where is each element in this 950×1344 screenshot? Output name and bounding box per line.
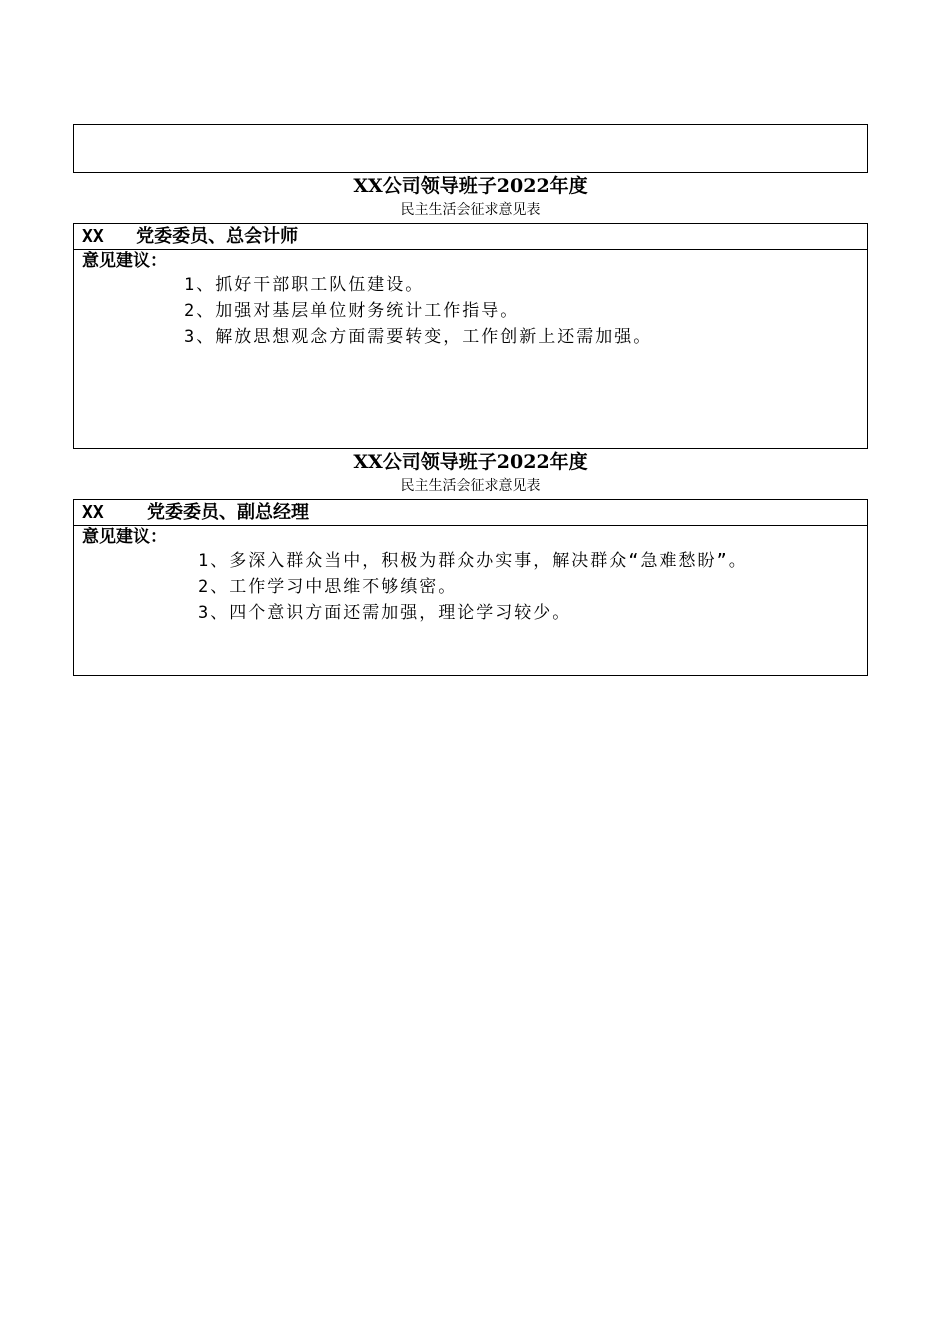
list-item: 3、四个意识方面还需加强，理论学习较少。 xyxy=(198,603,572,623)
empty-table-box xyxy=(73,124,868,173)
opinion-list xyxy=(74,548,867,626)
list-item: 2、加强对基层单位财务统计工作指导。 xyxy=(184,301,520,321)
list-item: 1、抓好干部职工队伍建设。 xyxy=(184,275,425,295)
opinion-list xyxy=(74,272,867,350)
list-item: 3、解放思想观念方面需要转变，工作创新上还需加强。 xyxy=(184,327,653,347)
opinion-label: 意见建议： xyxy=(82,527,167,547)
opinion-label: 意见建议： xyxy=(82,251,167,271)
opinion-table xyxy=(73,499,868,676)
form-title: XX公司领导班子2022年度 xyxy=(353,451,588,473)
form-title: XX公司领导班子2022年度 xyxy=(353,175,588,197)
opinion-table xyxy=(73,223,868,449)
form-subtitle: 民主生活会征求意见表 xyxy=(400,202,541,218)
list-item: 1、多深入群众当中，积极为群众办实事，解决群众“急难愁盼”。 xyxy=(198,551,748,571)
list-item: 2、工作学习中思维不够缜密。 xyxy=(198,577,458,597)
person-row: XX 党委委员、副总经理 xyxy=(74,500,867,526)
person-row: XX 党委委员、总会计师 xyxy=(74,224,867,250)
form-subtitle: 民主生活会征求意见表 xyxy=(400,478,541,494)
